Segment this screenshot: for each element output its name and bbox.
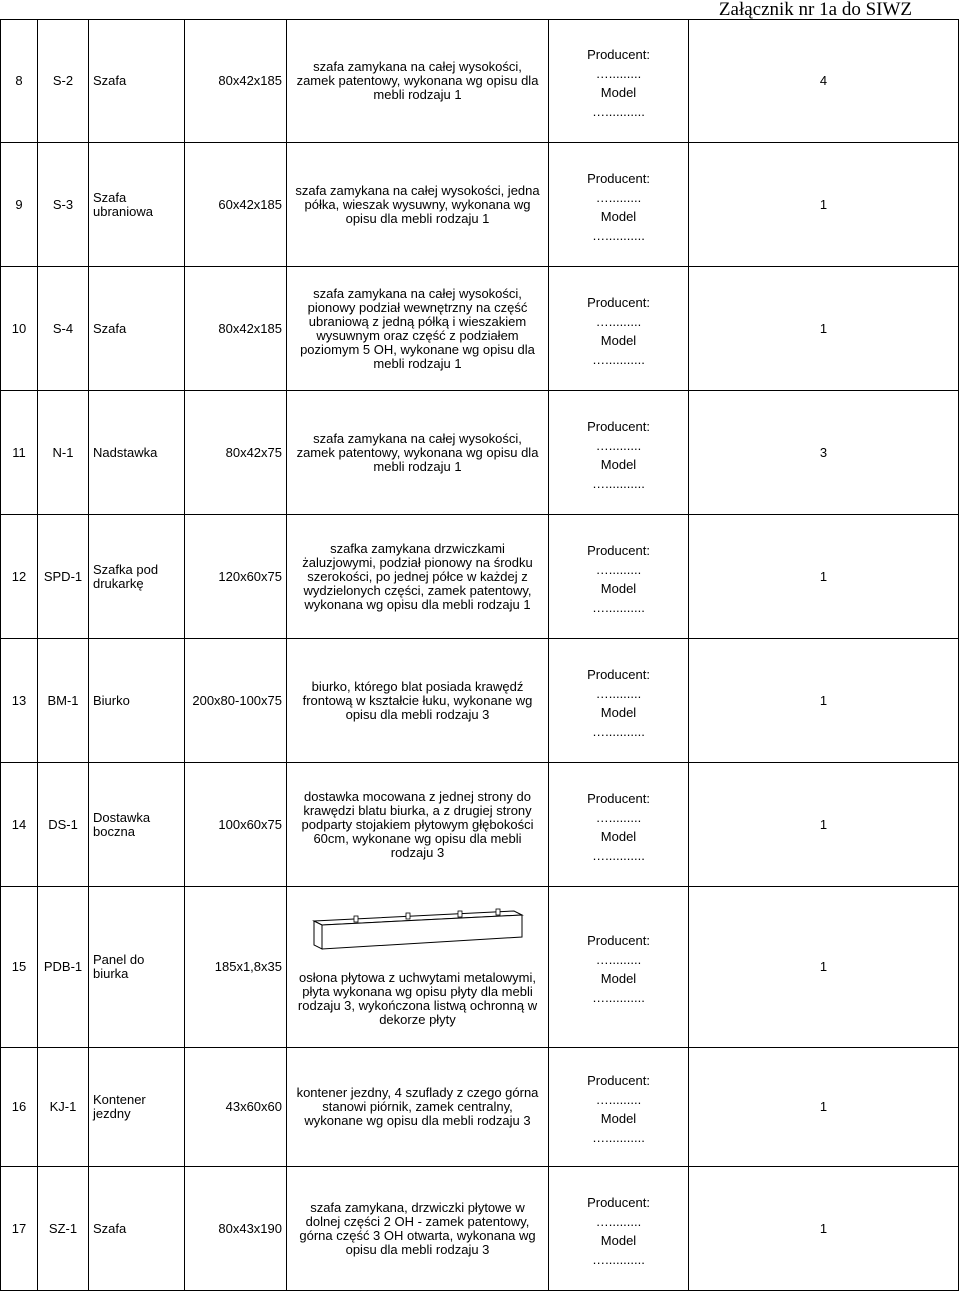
item-quantity: 4 — [689, 20, 959, 143]
annex-title: Załącznik nr 1a do SIWZ — [718, 0, 912, 20]
item-dimensions: 80x42x185 — [185, 20, 287, 143]
item-quantity: 3 — [689, 391, 959, 515]
row-number: 14 — [1, 763, 38, 887]
item-quantity: 1 — [689, 639, 959, 763]
item-dimensions: 120x60x75 — [185, 515, 287, 639]
producer-cell — [549, 515, 689, 639]
row-number: 12 — [1, 515, 38, 639]
item-code: S-2 — [38, 20, 89, 143]
item-code: SZ-1 — [38, 1167, 89, 1291]
item-dimensions: 80x42x75 — [185, 391, 287, 515]
model-blank: …........... — [592, 1251, 645, 1267]
model-blank: …........... — [592, 990, 645, 1005]
item-description: szafa zamykana, drzwiczki płytowe w dolnej części 2 OH - zamek patentowy, górna część 3 OH otwarta, wykonana wg opisu dla mebli rodzaju 3 — [287, 1167, 549, 1291]
model-label: Model — [600, 85, 637, 100]
model-label: Model — [600, 1232, 637, 1248]
row-number: 16 — [1, 1048, 38, 1167]
model-label: Model — [600, 828, 637, 844]
producer-blank: …......... — [595, 189, 642, 205]
producer-label: Producent: — [587, 1073, 650, 1088]
item-description: szafka zamykana drzwiczkami żaluzjowymi, podział pionowy na środku szerokości, po jednej półce w każdej z wydzielonych części, zamek patentowy, wykonana wg opisu dla mebli rodzaju 1 — [287, 515, 549, 639]
producer-blank: …......... — [595, 685, 642, 701]
table-row — [1, 20, 959, 143]
item-description: szafa zamykana na całej wysokości, zamek patentowy, wykonana wg opisu dla mebli rodzaju 1 — [287, 391, 549, 515]
row-number: 9 — [1, 143, 38, 267]
producer-cell — [549, 639, 689, 763]
producer-blank: …......... — [595, 313, 642, 329]
model-blank: …........... — [592, 351, 645, 367]
item-name: Szafa — [89, 1167, 185, 1291]
model-label: Model — [600, 1111, 637, 1126]
item-name: Panel do biurka — [89, 887, 185, 1048]
item-quantity: 1 — [689, 1048, 959, 1167]
item-quantity: 1 — [689, 1167, 959, 1291]
model-blank: …........... — [592, 104, 645, 119]
table-row — [1, 1167, 959, 1291]
item-code: PDB-1 — [38, 887, 89, 1048]
panel-drawing-image — [310, 907, 526, 957]
producer-blank: …......... — [595, 952, 642, 967]
table-row — [1, 639, 959, 763]
producer-blank: …......... — [595, 809, 642, 825]
producer-blank: …......... — [595, 437, 642, 453]
item-description: szafa zamykana na całej wysokości, zamek patentowy, wykonana wg opisu dla mebli rodzaju 1 — [287, 20, 549, 143]
model-label: Model — [600, 580, 637, 596]
producer-cell — [549, 143, 689, 267]
item-name: Szafa ubraniowa — [89, 143, 185, 267]
table-row — [1, 763, 959, 887]
item-code: S-4 — [38, 267, 89, 391]
table-row — [1, 267, 959, 391]
row-number: 17 — [1, 1167, 38, 1291]
item-name: Nadstawka — [89, 391, 185, 515]
producer-blank: …......... — [595, 561, 642, 577]
item-dimensions: 43x60x60 — [185, 1048, 287, 1167]
producer-label: Producent: — [587, 1194, 650, 1210]
item-dimensions: 200x80-100x75 — [185, 639, 287, 763]
producer-cell — [549, 887, 689, 1048]
model-label: Model — [600, 971, 637, 986]
item-quantity: 1 — [689, 887, 959, 1048]
producer-label: Producent: — [587, 542, 650, 558]
model-blank: …........... — [592, 847, 645, 863]
table-row — [1, 887, 959, 1048]
model-label: Model — [600, 332, 637, 348]
item-quantity: 1 — [689, 763, 959, 887]
producer-cell — [549, 763, 689, 887]
item-dimensions: 80x43x190 — [185, 1167, 287, 1291]
item-name: Szafa — [89, 20, 185, 143]
producer-label: Producent: — [587, 47, 650, 62]
item-name: Szafa — [89, 267, 185, 391]
table-row — [1, 515, 959, 639]
producer-blank: …......... — [595, 1213, 642, 1229]
model-blank: …........... — [592, 475, 645, 491]
item-description: dostawka mocowana z jednej strony do krawędzi blatu biurka, a z drugiej strony podparty stojakiem płytowym głębokości 60cm, wykonane wg opisu dla mebli rodzaju 3 — [287, 763, 549, 887]
item-dimensions: 185x1,8x35 — [185, 887, 287, 1048]
item-name: Biurko — [89, 639, 185, 763]
item-description: osłona płytowa z uchwytami metalowymi, płyta wykonana wg opisu płyty dla mebli rodzaju 3, wykończona listwą ochronną w dekorze płyty — [297, 970, 538, 1027]
item-code: KJ-1 — [38, 1048, 89, 1167]
producer-blank: …......... — [595, 1092, 642, 1107]
table-row — [1, 391, 959, 515]
model-blank: …........... — [592, 227, 645, 243]
item-name: Dostawka boczna — [89, 763, 185, 887]
producer-label: Producent: — [587, 933, 650, 948]
row-number: 13 — [1, 639, 38, 763]
producer-label: Producent: — [587, 790, 650, 806]
producer-blank: …......... — [595, 66, 642, 81]
item-dimensions: 80x42x185 — [185, 267, 287, 391]
item-name: Szafka pod drukarkę — [89, 515, 185, 639]
table-row — [1, 143, 959, 267]
item-description-cell — [287, 887, 549, 1048]
item-dimensions: 60x42x185 — [185, 143, 287, 267]
producer-label: Producent: — [587, 294, 650, 310]
producer-label: Producent: — [587, 666, 650, 682]
producer-label: Producent: — [587, 418, 650, 434]
item-description: kontener jezdny, 4 szuflady z czego górna stanowi piórnik, zamek centralny, wykonane wg opisu dla mebli rodzaju 3 — [287, 1048, 549, 1167]
item-code: S-3 — [38, 143, 89, 267]
furniture-table — [0, 19, 959, 1291]
row-number: 10 — [1, 267, 38, 391]
producer-label: Producent: — [587, 170, 650, 186]
item-code: SPD-1 — [38, 515, 89, 639]
model-blank: …........... — [592, 723, 645, 739]
row-number: 11 — [1, 391, 38, 515]
item-code: N-1 — [38, 391, 89, 515]
model-blank: …........... — [592, 1130, 645, 1145]
model-label: Model — [600, 208, 637, 224]
item-description: biurko, którego blat posiada krawędź frontową w kształcie łuku, wykonane wg opisu dla mebli rodzaju 3 — [287, 639, 549, 763]
item-description: szafa zamykana na całej wysokości, pionowy podział wewnętrzny na część ubraniową z jedną półką i wieszakiem wysuwnym oraz część z podziałem poziomym 5 OH, wykonane wg opisu dla mebli rodzaju 1 — [287, 267, 549, 391]
producer-cell — [549, 1048, 689, 1167]
model-blank: …........... — [592, 599, 645, 615]
item-dimensions: 100x60x75 — [185, 763, 287, 887]
table-row — [1, 1048, 959, 1167]
item-name: Kontener jezdny — [89, 1048, 185, 1167]
model-label: Model — [600, 456, 637, 472]
row-number: 15 — [1, 887, 38, 1048]
item-description: szafa zamykana na całej wysokości, jedna półka, wieszak wysuwny, wykonana wg opisu dla mebli rodzaju 1 — [287, 143, 549, 267]
item-code: BM-1 — [38, 639, 89, 763]
producer-cell — [549, 20, 689, 143]
item-quantity: 1 — [689, 143, 959, 267]
producer-cell — [549, 391, 689, 515]
item-quantity: 1 — [689, 267, 959, 391]
producer-cell — [549, 267, 689, 391]
model-label: Model — [600, 704, 637, 720]
item-code: DS-1 — [38, 763, 89, 887]
item-quantity: 1 — [689, 515, 959, 639]
row-number: 8 — [1, 20, 38, 143]
producer-cell — [549, 1167, 689, 1291]
